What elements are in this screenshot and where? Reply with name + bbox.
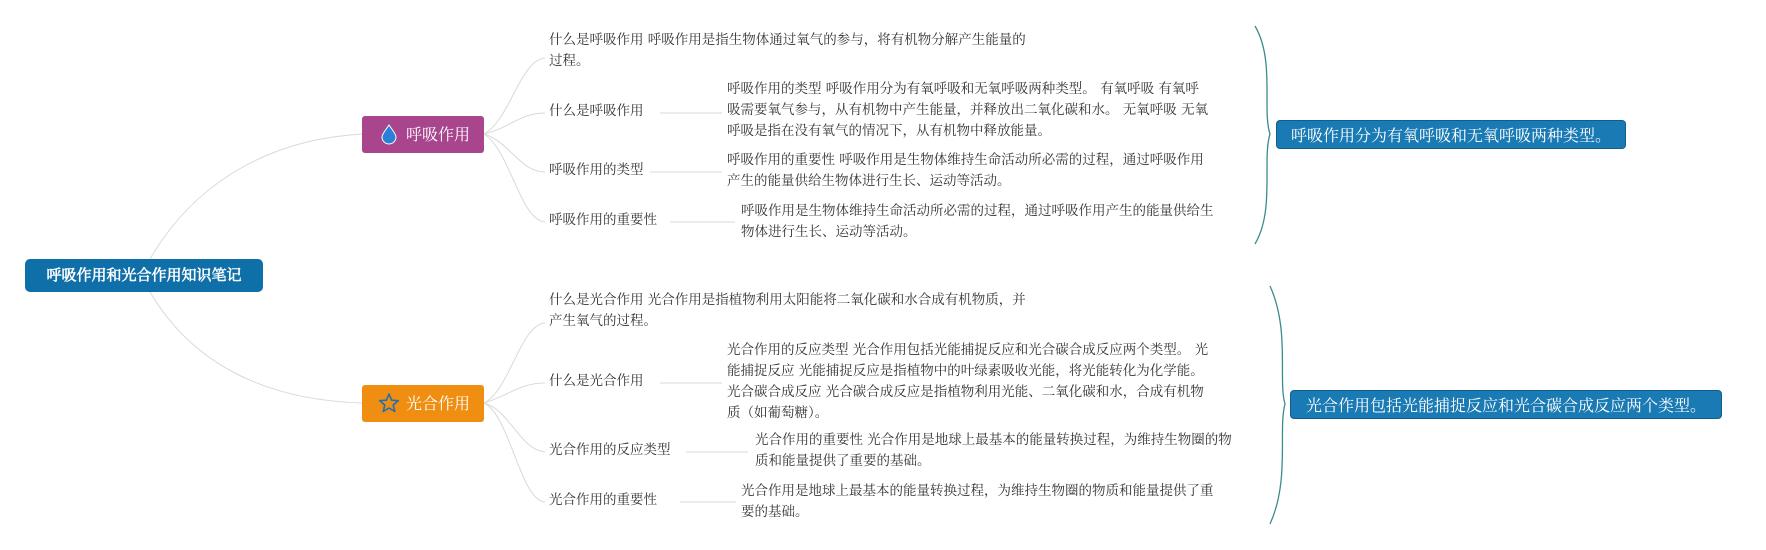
text-line: 呼吸作用的重要性 — [549, 212, 657, 228]
text-line: 什么是呼吸作用 呼吸作用是指生物体通过氧气的参与，将有机物分解产生能量的 — [549, 32, 1026, 48]
connector-root-to-photosynthesis — [150, 292, 362, 403]
summary-respiration-label: 呼吸作用分为有氧呼吸和无氧呼吸两种类型。 — [1290, 126, 1611, 145]
resp-detail-importance-2[interactable] — [741, 201, 1214, 243]
root-node[interactable] — [25, 259, 263, 292]
summary-brace-photosynthesis — [1270, 286, 1285, 524]
photo-detail-importance-2[interactable] — [741, 481, 1214, 523]
text-line: 光合作用的反应类型 — [549, 442, 671, 458]
text-line: 能捕捉反应 光能捕捉反应是指植物中的叶绿素吸收光能，将光能转化为化学能。 — [727, 363, 1204, 379]
resp-subtopic-types[interactable] — [549, 160, 644, 181]
photo-detail-reaction-types[interactable] — [727, 340, 1208, 424]
connector-root-to-respiration — [150, 134, 362, 259]
text-line: 什么是呼吸作用 — [549, 103, 644, 119]
resp-detail-types[interactable] — [727, 79, 1208, 142]
topic-photosynthesis-label: 光合作用 — [406, 394, 471, 413]
text-line: 呼吸是指在没有氧气的情况下，从有机物中释放能量。 — [727, 123, 1051, 139]
resp-subtopic-definition[interactable] — [549, 30, 1026, 72]
star-icon — [378, 392, 400, 414]
root-label: 呼吸作用和光合作用知识笔记 — [46, 266, 242, 284]
photo-subtopic-what[interactable] — [549, 371, 644, 392]
summary-respiration[interactable] — [1276, 120, 1626, 149]
text-line: 什么是光合作用 — [549, 373, 644, 389]
text-line: 过程。 — [549, 53, 590, 69]
text-line: 光合作用的反应类型 光合作用包括光能捕捉反应和光合碳合成反应两个类型。 光 — [727, 342, 1209, 358]
text-line: 光合碳合成反应 光合碳合成反应是指植物利用光能、二氧化碳和水，合成有机物 — [727, 384, 1204, 400]
text-line: 光合作用是地球上最基本的能量转换过程，为维持生物圈的物质和能量提供了重 — [741, 483, 1214, 499]
text-line: 呼吸作用的重要性 呼吸作用是生物体维持生命活动所必需的过程，通过呼吸作用 — [727, 152, 1204, 168]
text-line: 质和能量提供了重要的基础。 — [755, 453, 931, 469]
text-line: 呼吸作用的类型 呼吸作用分为有氧呼吸和无氧呼吸两种类型。 有氧呼吸 有氧呼 — [727, 81, 1199, 97]
text-line: 光合作用的重要性 光合作用是地球上最基本的能量转换过程，为维持生物圈的物 — [755, 432, 1232, 448]
topic-respiration[interactable] — [362, 116, 484, 153]
photo-subtopic-reaction-types[interactable] — [549, 440, 671, 461]
text-line: 吸需要氧气参与，从有机物中产生能量，并释放出二氧化碳和水。 无氧呼吸 无氧 — [727, 102, 1209, 118]
text-line: 要的基础。 — [741, 504, 809, 520]
topic-respiration-label: 呼吸作用 — [406, 125, 471, 144]
topic-photosynthesis[interactable] — [362, 385, 484, 422]
connector-resp-child-3 — [484, 134, 545, 172]
text-line: 呼吸作用的类型 — [549, 162, 644, 178]
summary-photosynthesis-label: 光合作用包括光能捕捉反应和光合碳合成反应两个类型。 — [1305, 396, 1706, 415]
connector-resp-child-4 — [484, 134, 545, 222]
text-line: 呼吸作用是生物体维持生命活动所必需的过程，通过呼吸作用产生的能量供给生 — [741, 203, 1214, 219]
connector-resp-child-1 — [484, 58, 545, 134]
text-line: 产生的能量供给生物体进行生长、运动等活动。 — [727, 173, 1011, 189]
resp-subtopic-importance[interactable] — [549, 210, 657, 231]
connector-photo-child-4 — [484, 403, 545, 502]
photo-detail-importance[interactable] — [755, 430, 1232, 472]
text-line: 光合作用的重要性 — [549, 492, 657, 508]
connector-photo-child-2 — [484, 383, 545, 403]
summary-photosynthesis[interactable] — [1290, 390, 1722, 419]
text-line: 物体进行生长、运动等活动。 — [741, 224, 917, 240]
summary-brace-respiration — [1255, 26, 1270, 244]
resp-subtopic-what[interactable] — [549, 101, 644, 122]
text-line: 产生氧气的过程。 — [549, 313, 657, 329]
text-line: 什么是光合作用 光合作用是指植物利用太阳能将二氧化碳和水合成有机物质，并 — [549, 292, 1026, 308]
resp-detail-importance[interactable] — [727, 150, 1204, 192]
photo-subtopic-importance[interactable] — [549, 490, 657, 511]
connector-resp-child-2 — [484, 113, 545, 134]
connector-photo-child-1 — [484, 323, 545, 403]
text-line: 质（如葡萄糖）。 — [727, 405, 829, 421]
photo-subtopic-definition[interactable] — [549, 290, 1026, 332]
water-drop-icon — [378, 123, 400, 145]
